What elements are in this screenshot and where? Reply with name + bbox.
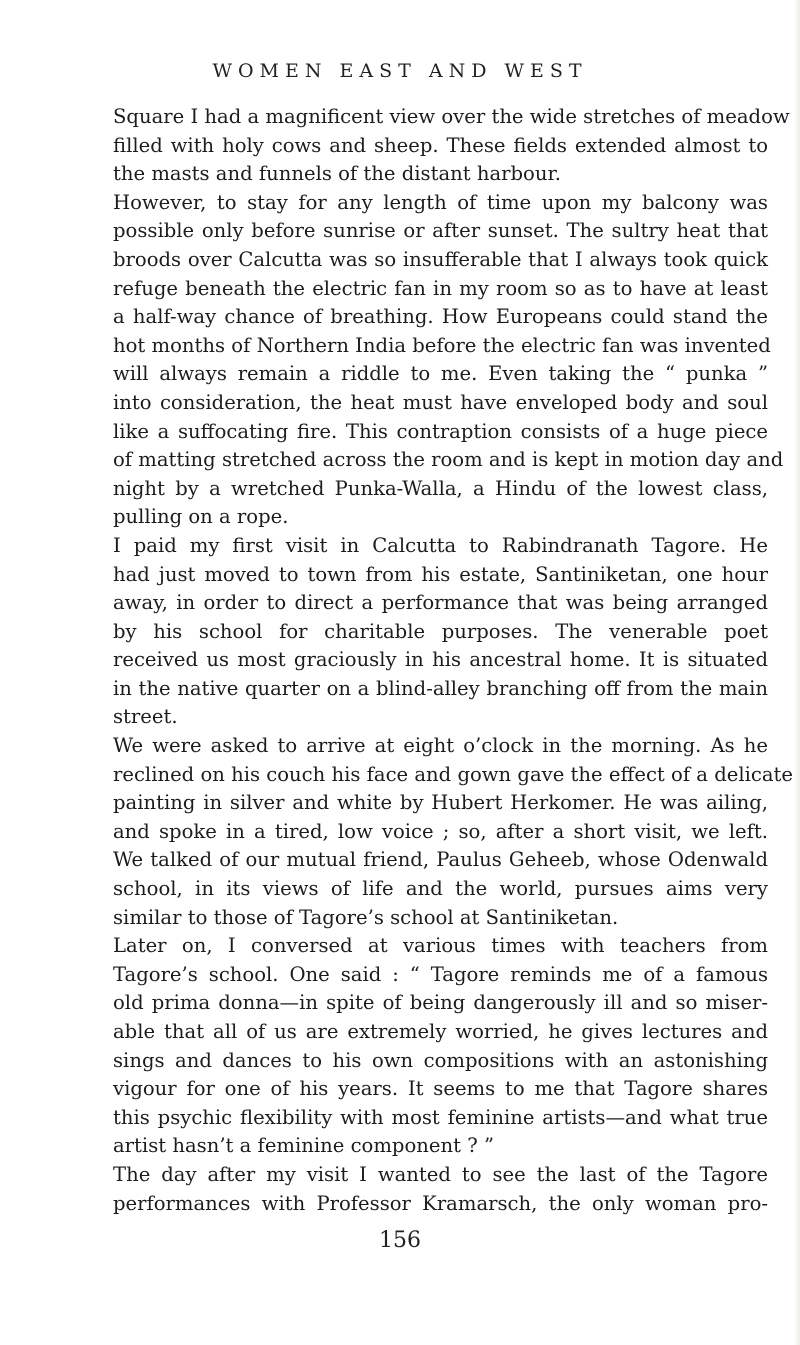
text-line: performances with Professor Kramarsch, the only woman pro- <box>113 1191 768 1215</box>
text-line: into consideration, the heat must have enveloped body and soul <box>113 390 768 414</box>
text-line: sings and dances to his own compositions with an astonishing <box>113 1048 768 1072</box>
text-line: Square I had a magnificent view over the wide stretches of meadow <box>113 105 790 128</box>
text-line: by his school for charitable purposes. The venerable poet <box>113 619 768 643</box>
body-text <box>113 103 794 1218</box>
text-line: night by a wretched Punka-Walla, a Hindu of the lowest class, <box>113 476 768 500</box>
paragraph <box>113 932 768 1161</box>
paragraph <box>113 103 790 189</box>
text-line: Later on, I conversed at various times with teachers from <box>113 934 768 958</box>
paragraph <box>113 1161 768 1218</box>
paragraph <box>113 532 768 732</box>
text-line: possible only before sunrise or after sunset. The sultry heat that <box>113 219 768 243</box>
text-line: like a suffocating fire. This contraption consists of a huge piece <box>113 419 768 443</box>
text-line: The day after my visit I wanted to see the last of the Tagore <box>113 1162 768 1186</box>
text-line: street. <box>113 705 178 729</box>
text-line: filled with holy cows and sheep. These fields extended almost to <box>113 133 768 157</box>
running-head: WOMEN EAST AND WEST <box>212 60 588 82</box>
page-number: 156 <box>379 1228 421 1253</box>
text-line: a half-way chance of breathing. How Europeans could stand the <box>113 305 768 329</box>
text-line: had just moved to town from his estate, Santiniketan, one hour <box>113 562 768 586</box>
text-line: refuge beneath the electric fan in my room so as to have at least <box>113 276 768 300</box>
text-line: Tagore’s school. One said : “ Tagore reminds me of a famous <box>113 962 768 986</box>
text-line: However, to stay for any length of time upon my balcony was <box>113 190 768 214</box>
text-line: school, in its views of life and the world, pursues aims very <box>113 877 768 901</box>
text-line: and spoke in a tired, low voice ; so, after a short visit, we left. <box>113 819 768 843</box>
text-line: will always remain a riddle to me. Even taking the “ punka ” <box>113 362 768 386</box>
text-line: broods over Calcutta was so insufferable that I always took quick <box>113 247 768 271</box>
text-line: hot months of Northern India before the electric fan was invented <box>113 333 771 357</box>
text-line: in the native quarter on a blind-alley branching off from the main <box>113 676 768 700</box>
paragraph <box>113 189 784 532</box>
text-line: of matting stretched across the room and is kept in motion day and <box>113 448 784 472</box>
text-line: pulling on a rope. <box>113 505 289 529</box>
text-line: received us most graciously in his ancestral home. It is situated <box>113 648 768 672</box>
text-line: artist hasn’t a feminine component ? ” <box>113 1134 494 1158</box>
text-line: able that all of us are extremely worried, he gives lectures and <box>113 1020 768 1043</box>
text-line: away, in order to direct a performance that was being arranged <box>113 591 768 615</box>
page-edge-shadow <box>794 0 800 1345</box>
text-line: painting in silver and white by Hubert Herkomer. He was ailing, <box>113 791 768 815</box>
text-line: the masts and funnels of the distant harbour. <box>113 162 561 186</box>
paragraph <box>113 732 794 932</box>
text-line: old prima donna—in spite of being dangerously ill and so miser- <box>113 991 768 1015</box>
text-line: vigour for one of his years. It seems to me that Tagore shares <box>113 1077 768 1101</box>
text-line: similar to those of Tagore’s school at Santiniketan. <box>113 905 619 929</box>
text-line: I paid my first visit in Calcutta to Rabindranath Tagore. He <box>113 533 768 557</box>
text-line: We were asked to arrive at eight o’clock in the morning. As he <box>113 734 768 758</box>
text-line: reclined on his couch his face and gown gave the effect of a delicate <box>113 762 794 786</box>
text-line: We talked of our mutual friend, Paulus Geheeb, whose Odenwald <box>113 848 768 872</box>
text-line: this psychic flexibility with most feminine artists—and what true <box>113 1105 768 1129</box>
